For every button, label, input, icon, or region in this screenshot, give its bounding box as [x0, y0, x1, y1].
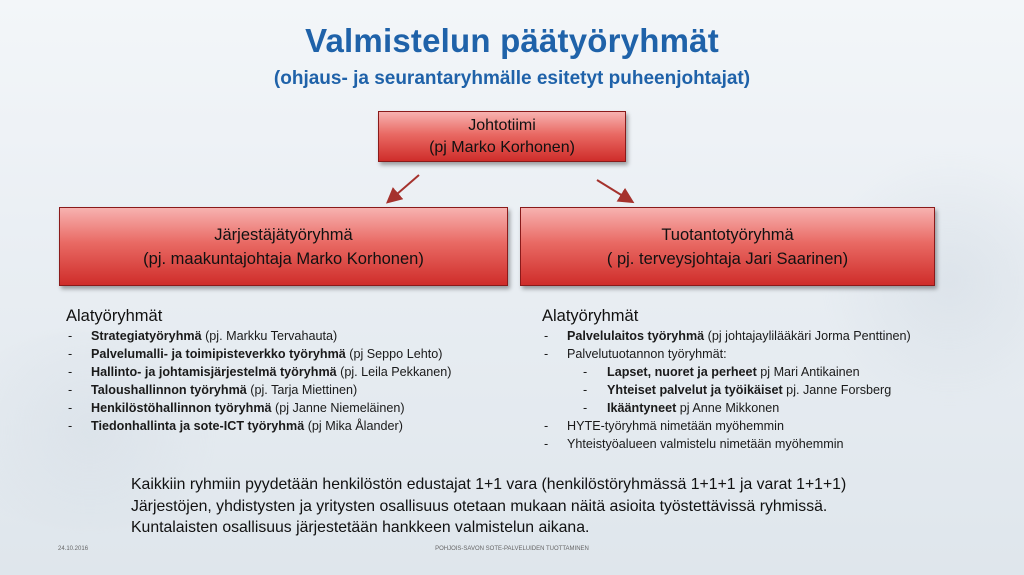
- list-item: - Palvelumalli- ja toimipisteverkko työryhmä (pj Seppo Lehto): [66, 345, 451, 363]
- list-item: - Strategiatyöryhmä (pj. Markku Tervahauta): [66, 327, 451, 345]
- footer-organization: POHJOIS-SAVON SOTE-PALVELUIDEN TUOTTAMINEN: [435, 546, 589, 552]
- sub-list-item: - Lapset, nuoret ja perheet pj Mari Antikainen: [542, 363, 911, 381]
- tuotantotyoryhma-box: [520, 207, 935, 286]
- note-line: Kuntalaisten osallisuus järjestetään hankkeen valmistelun aikana.: [131, 519, 590, 536]
- list-item: - HYTE-työryhmä nimetään myöhemmin: [542, 417, 911, 435]
- page-subtitle: (ohjaus- ja seurantaryhmälle esitetyt puheenjohtajat): [273, 68, 751, 89]
- arrow-right: [597, 180, 631, 201]
- list-heading: Alatyöryhmät: [66, 307, 163, 325]
- page-title: Valmistelun päätyöryhmät: [305, 22, 719, 59]
- list-item: - Taloushallinnon työryhmä (pj. Tarja Miettinen): [66, 381, 451, 399]
- list-item: - Yhteistyöalueen valmistelu nimetään myöhemmin: [542, 435, 911, 453]
- arrow-left: [389, 175, 419, 201]
- footer-date: 24.10.2016: [58, 546, 89, 552]
- left-subgroup-list: [66, 305, 451, 435]
- box-chair: ( pj. terveysjohtaja Jari Saarinen): [606, 249, 849, 268]
- sub-list-item: - Ikääntyneet pj Anne Mikkonen: [542, 399, 911, 417]
- right-subgroup-list: [542, 305, 911, 453]
- list-heading: Alatyöryhmät: [542, 307, 639, 325]
- sub-list-item: - Yhteiset palvelut ja työikäiset pj. Janne Forsberg: [542, 381, 911, 399]
- list-item: - Hallinto- ja johtamisjärjestelmä työryhmä (pj. Leila Pekkanen): [66, 363, 451, 381]
- box-chair: (pj Marko Korhonen): [429, 138, 575, 156]
- notes-paragraph: [131, 474, 846, 539]
- list-item: - Tiedonhallinta ja sote-ICT työryhmä (pj Mika Ålander): [66, 417, 451, 435]
- list-item: - Henkilöstöhallinnon työryhmä (pj Janne Niemeläinen): [66, 399, 451, 417]
- box-title: Tuotantotyöryhmä: [661, 225, 794, 244]
- list-item: - Palvelulaitos työryhmä (pj johtajaylilääkäri Jorma Penttinen): [542, 327, 911, 345]
- box-chair: (pj. maakuntajohtaja Marko Korhonen): [143, 249, 424, 268]
- box-title: Johtotiimi: [468, 116, 536, 134]
- box-title: Järjestäjätyöryhmä: [214, 225, 353, 244]
- list-item: - Palvelutuotannon työryhmät:: [542, 345, 911, 363]
- note-line: Järjestöjen, yhdistysten ja yritysten osallisuus otetaan mukaan näitä asioita työstettävissä ryhmissä.: [131, 497, 828, 515]
- note-line: Kaikkiin ryhmiin pyydetään henkilöstön edustajat 1+1 vara (henkilöstöryhmässä 1+1+1 ja varat 1+1+1): [131, 476, 847, 493]
- jarjestajatyoryhma-box: [59, 207, 508, 286]
